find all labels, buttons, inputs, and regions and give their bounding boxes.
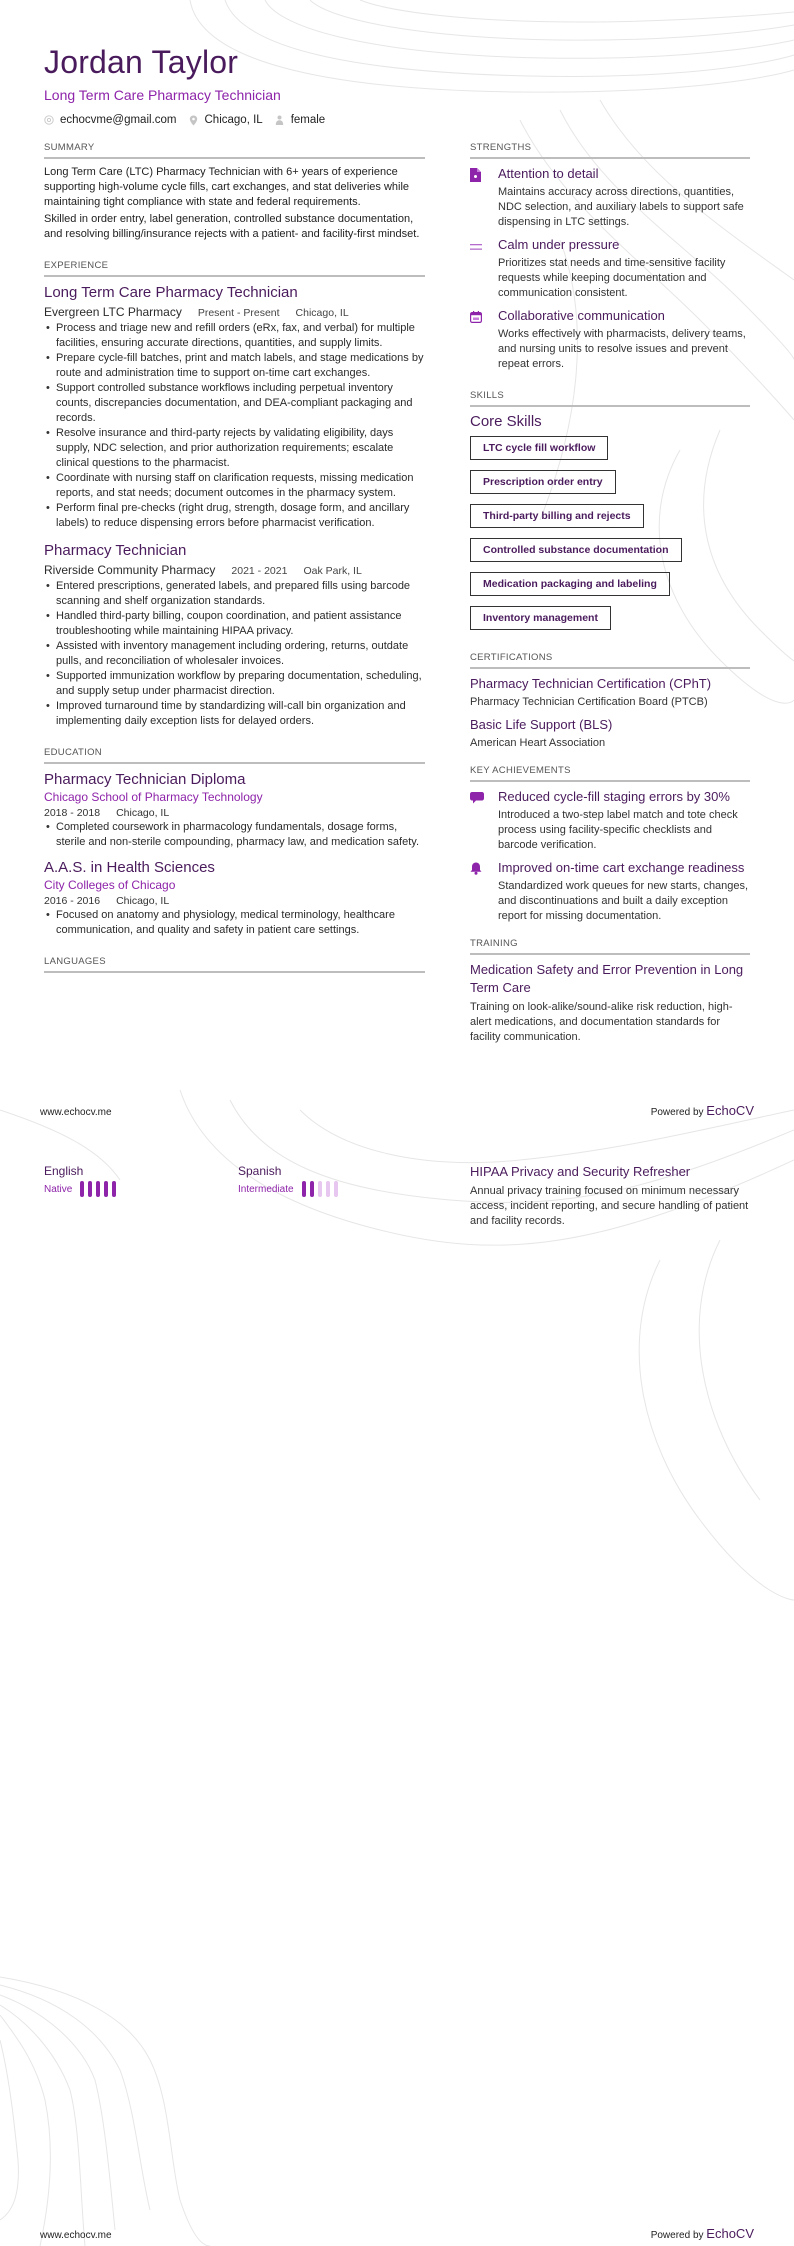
achievement-item (470, 788, 750, 853)
language-item (238, 1163, 432, 1197)
contact-gender-value: female (290, 114, 326, 126)
strength-title: Attention to detail (498, 166, 599, 181)
cert-issuer: Pharmacy Technician Certification Board (PTCB) (470, 696, 708, 708)
powered-by-label: Powered by (650, 2230, 704, 2241)
strength-title: Calm under pressure (498, 237, 620, 252)
brand-logo-text: EchoCV (706, 2226, 754, 2241)
job-bullets (44, 321, 425, 531)
proficiency-bar-filled (302, 1181, 306, 1197)
proficiency-bar-filled (80, 1181, 84, 1197)
page-footer (40, 2226, 754, 2241)
proficiency-bar-filled (96, 1181, 100, 1197)
language-name: Spanish (238, 1164, 282, 1178)
job-meta (44, 563, 425, 577)
footer-website-link[interactable]: www.echocv.me (40, 1107, 112, 1118)
education-entry (44, 858, 425, 938)
edu-degree: Pharmacy Technician Diploma (44, 771, 246, 788)
skill-tag: Third-party billing and rejects (470, 504, 644, 528)
language-item (44, 1163, 238, 1197)
skill-tag: Medication packaging and labeling (470, 572, 670, 596)
edu-location: Chicago, IL (116, 807, 170, 819)
languages-section (44, 956, 425, 973)
contact-location-value: Chicago, IL (204, 114, 263, 126)
cert-name: Basic Life Support (BLS) (470, 717, 613, 732)
proficiency-bar-filled (310, 1181, 314, 1197)
job-location: Chicago, IL (295, 307, 349, 319)
footer-powered-by (651, 2226, 754, 2241)
edu-bullets (44, 908, 425, 938)
right-column (470, 142, 750, 1063)
cert-issuer: American Heart Association (470, 737, 606, 749)
achievement-title: Improved on-time cart exchange readiness (498, 860, 745, 875)
brand-logo-text: EchoCV (706, 1103, 754, 1118)
proficiency-bar-empty (326, 1181, 330, 1197)
job-title: Long Term Care Pharmacy Technician (44, 284, 298, 301)
job-bullet: • Coordinate with nursing staff on clarification requests, missing medication reports, and stat needs; document outcomes in the pharmacy system. (44, 471, 425, 501)
certifications-heading: CERTIFICATIONS (470, 652, 750, 669)
calendar-icon (470, 307, 498, 372)
at-icon (44, 115, 54, 125)
language-name: English (44, 1164, 84, 1178)
skill-tag: Prescription order entry (470, 470, 616, 494)
proficiency-bars (302, 1181, 342, 1197)
edu-degree: A.A.S. in Health Sciences (44, 859, 215, 876)
strength-item (470, 236, 750, 301)
job-bullet: • Perform final pre-checks (right drug, strength, dosage form, and ancillary labels) to reduce dispensing errors before pharmacist verification. (44, 501, 425, 531)
education-entry (44, 770, 425, 850)
strength-item (470, 165, 750, 230)
resume-header (44, 44, 337, 126)
achievement-item (470, 859, 750, 924)
training-section (470, 938, 750, 1045)
job-entry (44, 541, 425, 729)
experience-heading: EXPERIENCE (44, 260, 425, 277)
edu-school: Chicago School of Pharmacy Technology (44, 790, 263, 804)
strengths-heading: STRENGTHS (470, 142, 750, 159)
skills-heading: SKILLS (470, 390, 750, 407)
edu-school: City Colleges of Chicago (44, 878, 176, 892)
achievements-section (470, 765, 750, 924)
page-footer (40, 1103, 754, 1118)
left-column (44, 142, 425, 991)
language-level-label: Native (44, 1183, 73, 1195)
edu-dates: 2018 - 2018 (44, 807, 101, 819)
strength-desc: Prioritizes stat needs and time-sensitive facility requests while keeping documentation and communication consistent. (498, 257, 726, 299)
edu-bullet: • Completed coursework in pharmacology fundamentals, dosage forms, sterile and non-sterile compounding, pharmacy law, and medication safety. (44, 820, 425, 850)
proficiency-bar-filled (88, 1181, 92, 1197)
job-bullet: • Supported immunization workflow by preparing documentation, scheduling, and supply setup under pharmacist direction. (44, 669, 425, 699)
skills-group-title: Core Skills (470, 413, 542, 430)
contact-location (189, 114, 263, 126)
summary-paragraph: Long Term Care (LTC) Pharmacy Technician with 6+ years of experience supporting high-volume cycle fills, cart exchanges, and stat deliveries while maintaining tight compliance with state and federal requirements. (44, 166, 410, 208)
proficiency-bar-empty (334, 1181, 338, 1197)
strength-desc: Works effectively with pharmacists, delivery teams, and nursing units to resolve issues and prevent repeat errors. (498, 328, 746, 370)
speech-bubble-icon (470, 788, 498, 853)
job-bullet: • Improved turnaround time by standardizing will-call bin organization and implementing daily exception lists for delayed orders. (44, 699, 425, 729)
language-level-label: Intermediate (238, 1183, 294, 1195)
summary-section (44, 142, 425, 242)
candidate-role: Long Term Care Pharmacy Technician (44, 87, 281, 103)
job-bullet: • Handled third-party billing, coupon coordination, and patient assistance troubleshooting while maintaining HIPAA privacy. (44, 609, 425, 639)
skill-tag: Inventory management (470, 606, 611, 630)
contact-email[interactable] (44, 114, 177, 126)
edu-dates: 2016 - 2016 (44, 895, 101, 907)
skill-tag: Controlled substance documentation (470, 538, 682, 562)
job-bullet: • Prepare cycle-fill batches, print and match labels, and stage medications by route and administration time to support on-time cart exchanges. (44, 351, 425, 381)
training-desc: Annual privacy training focused on minimum necessary access, incident reporting, and secure handling of patient and facility records. (470, 1185, 749, 1227)
proficiency-bar-filled (112, 1181, 116, 1197)
training-section-continued (470, 1163, 750, 1229)
contact-email-value: echocvme@gmail.com (60, 114, 177, 126)
summary-paragraph: Skilled in order entry, label generation, controlled substance documentation, and resolving billing/insurance rejects with a patient- and facility-first mindset. (44, 213, 420, 240)
language-level (238, 1181, 432, 1197)
job-company: Riverside Community Pharmacy (44, 563, 216, 577)
document-icon (470, 165, 498, 230)
training-heading: TRAINING (470, 938, 750, 955)
bell-icon (470, 859, 498, 924)
edu-meta (44, 807, 425, 819)
languages-list (44, 1163, 432, 1197)
edu-bullet: • Focused on anatomy and physiology, medical terminology, healthcare communication, and quality and safety in patient care settings. (44, 908, 425, 938)
achievement-desc: Introduced a two-step label match and tote check process using facility-specific checklists and barcode verification. (498, 809, 738, 851)
strength-desc: Maintains accuracy across directions, quantities, NDC selection, and auxiliary labels to support safe dispensing in LTC settings. (498, 186, 744, 228)
achievement-title: Reduced cycle-fill staging errors by 30% (498, 789, 730, 804)
footer-powered-by (651, 1103, 754, 1118)
certifications-section (470, 652, 750, 751)
edu-location: Chicago, IL (116, 895, 170, 907)
education-section (44, 747, 425, 938)
contact-gender (275, 114, 326, 126)
equals-icon (470, 236, 498, 301)
edu-meta (44, 895, 425, 907)
strengths-section (470, 142, 750, 372)
job-bullet: • Support controlled substance workflows including perpetual inventory counts, discrepancies documentation, and DEA-compliant packaging and records. (44, 381, 425, 426)
location-pin-icon (189, 115, 199, 125)
achievement-desc: Standardized work queues for new starts, changes, and discontinuations and built a daily exception report for missing documentation. (498, 880, 749, 922)
proficiency-bar-empty (318, 1181, 322, 1197)
proficiency-bars (80, 1181, 120, 1197)
job-title: Pharmacy Technician (44, 542, 187, 559)
language-level (44, 1181, 238, 1197)
job-bullet: • Assisted with inventory management including ordering, returns, outdate pulls, and reconciliation of wholesaler invoices. (44, 639, 425, 669)
powered-by-label: Powered by (650, 1107, 704, 1118)
job-dates: 2021 - 2021 (231, 565, 288, 577)
contact-list (44, 114, 337, 126)
edu-bullets (44, 820, 425, 850)
strength-title: Collaborative communication (498, 308, 665, 323)
footer-website-link[interactable]: www.echocv.me (40, 2230, 112, 2241)
job-dates: Present - Present (197, 307, 280, 319)
job-bullets (44, 579, 425, 729)
job-company: Evergreen LTC Pharmacy (44, 305, 182, 319)
skill-tag: LTC cycle fill workflow (470, 436, 608, 460)
job-location: Oak Park, IL (303, 565, 362, 577)
cert-name: Pharmacy Technician Certification (CPhT) (470, 676, 712, 691)
training-title: HIPAA Privacy and Security Refresher (470, 1164, 691, 1179)
achievements-heading: KEY ACHIEVEMENTS (470, 765, 750, 782)
experience-section (44, 260, 425, 729)
strength-item (470, 307, 750, 372)
training-desc: Training on look-alike/sound-alike risk reduction, high-alert medications, and documentation standards for facility communication. (470, 1001, 733, 1043)
education-heading: EDUCATION (44, 747, 425, 764)
languages-heading: LANGUAGES (44, 956, 425, 973)
job-entry (44, 283, 425, 531)
job-bullet: • Entered prescriptions, generated labels, and prepared fills using barcode scanning and shelf organization standards. (44, 579, 425, 609)
candidate-name: Jordan Taylor (44, 44, 239, 80)
skills-section (470, 390, 750, 640)
person-icon (275, 115, 285, 125)
job-bullet: • Resolve insurance and third-party rejects by validating eligibility, days supply, NDC selection, and prior authorization requirements; escalate clinical questions to the pharmacist. (44, 426, 425, 471)
proficiency-bar-filled (104, 1181, 108, 1197)
training-title: Medication Safety and Error Prevention in Long Term Care (470, 962, 744, 995)
job-meta (44, 305, 425, 319)
summary-heading: SUMMARY (44, 142, 425, 159)
job-bullet: • Process and triage new and refill orders (eRx, fax, and verbal) for multiple facilities, ensuring accurate directions, quantities, and supply limits. (44, 321, 425, 351)
